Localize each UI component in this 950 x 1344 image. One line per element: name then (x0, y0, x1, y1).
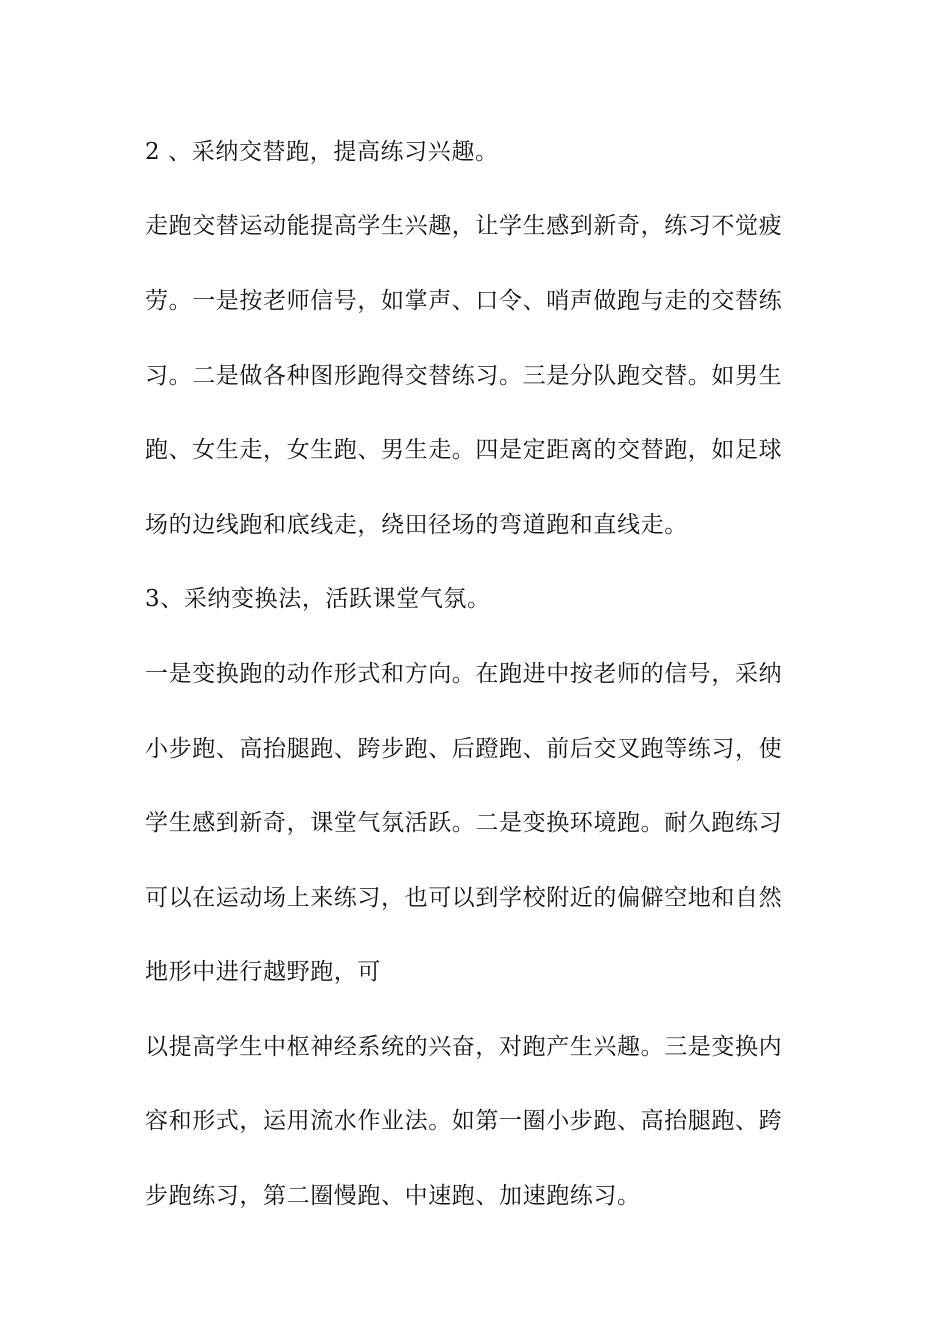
paragraph-line: 劳。一是按老师信号，如掌声、口令、哨声做跑与走的交替练 (145, 288, 783, 314)
paragraph-line: 小步跑、高抬腿跑、跨步跑、后蹬跑、前后交叉跑等练习，使 (145, 736, 783, 762)
paragraph-line: 可以在运动场上来练习，也可以到学校附近的偏僻空地和自然 (145, 885, 783, 911)
paragraph-line: 跑、女生走，女生跑、男生走。四是定距离的交替跑，如足球 (145, 437, 783, 463)
section-heading-3: 3、采纳变换法，活跃课堂气氛。 (145, 586, 491, 612)
section-heading-2: 2 、采纳交替跑，提高练习兴趣。 (145, 139, 499, 165)
paragraph-line: 一是变换跑的动作形式和方向。在跑进中按老师的信号，采纳 (145, 661, 783, 687)
paragraph-line: 步跑练习，第二圈慢跑、中速跑、加速跑练习。 (145, 1183, 641, 1209)
paragraph-line: 走跑交替运动能提高学生兴趣，让学生感到新奇，练习不觉疲 (145, 213, 783, 239)
paragraph-line: 以提高学生中枢神经系统的兴奋，对跑产生兴趣。三是变换内 (145, 1034, 783, 1060)
paragraph-line: 习。二是做各种图形跑得交替练习。三是分队跑交替。如男生 (145, 363, 783, 389)
paragraph-line: 场的边线跑和底线走，绕田径场的弯道跑和直线走。 (145, 512, 688, 538)
paragraph-line: 学生感到新奇，课堂气氛活跃。二是变换环境跑。耐久跑练习 (145, 810, 783, 836)
paragraph-line: 容和形式，运用流水作业法。如第一圈小步跑、高抬腿跑、跨 (145, 1108, 783, 1134)
paragraph-line: 地形中进行越野跑，可 (145, 959, 381, 985)
